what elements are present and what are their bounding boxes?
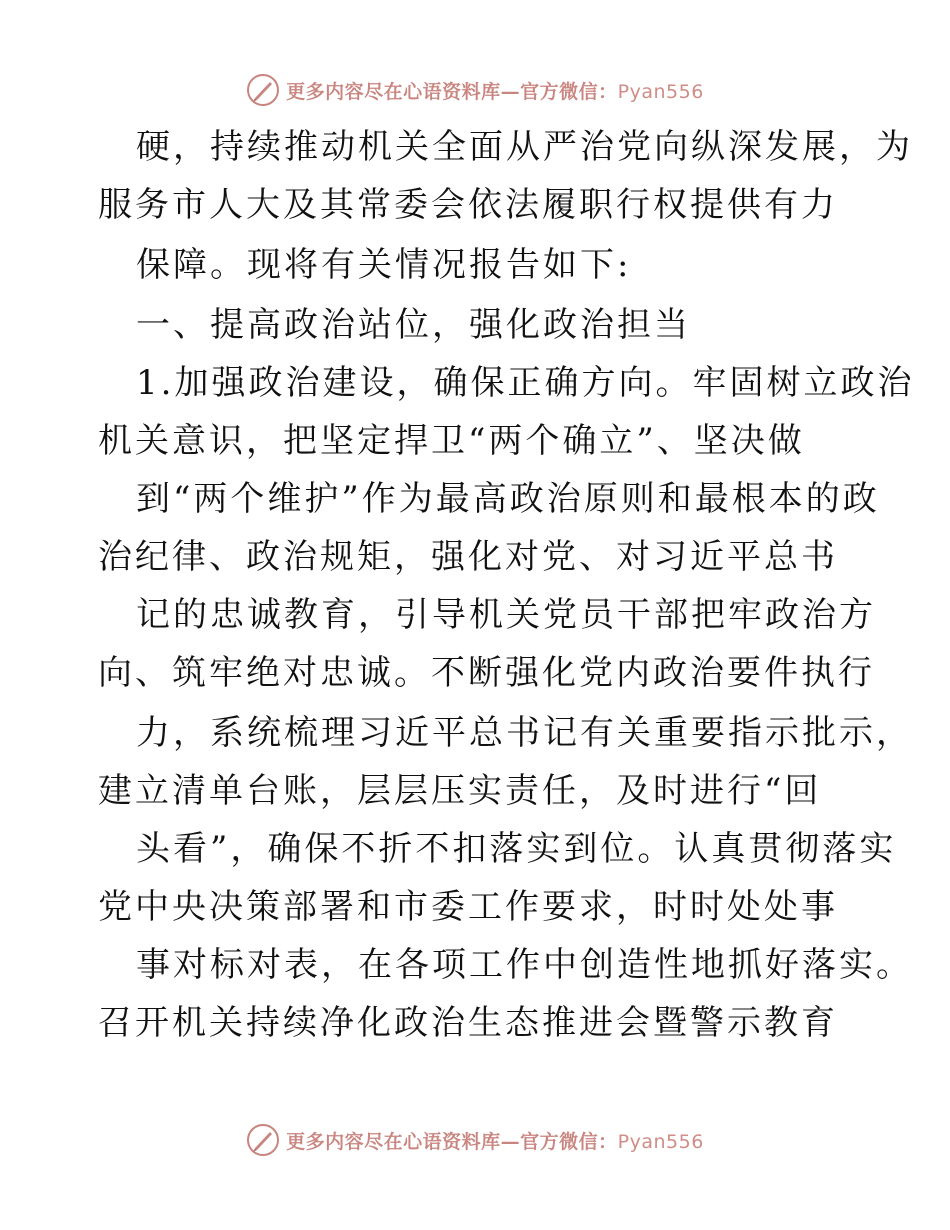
text-line: 头看”，确保不折不扣落实到位。认真贯彻落实 — [136, 829, 897, 869]
watermark-account: Pyan556 — [617, 1130, 704, 1153]
text-line: 向、筑牢绝对忠诚。不断强化党内政治要件执行 — [98, 653, 875, 693]
text-line: 机关意识，把坚定捍卫“两个确立”、坚决做 — [98, 421, 805, 461]
text-line: 建立清单台账，层层压实责任，及时进行“回 — [98, 771, 822, 811]
footer-watermark — [0, 1120, 950, 1160]
text-line: 到“两个维护”作为最高政治原则和最根本的政 — [136, 479, 880, 519]
text-line: 服务市人大及其常委会依法履职行权提供有力 — [98, 185, 838, 225]
section-heading: 一、提高政治站位，强化政治担当 — [136, 305, 691, 345]
text-line: 记的忠诚教育，引导机关党员干部把牢政治方 — [136, 595, 876, 635]
watermark-account: Pyan556 — [617, 80, 704, 103]
text-line: 硬，持续推动机关全面从严治党向纵深发展，为 — [136, 127, 913, 167]
text-line: 保障。现将有关情况报告如下: — [136, 245, 632, 285]
text-line: 1.加强政治建设，确保正确方向。牢固树立政治 — [136, 363, 915, 403]
watermark-text: 更多内容尽在心语资料库—官方微信：Pyan556 — [286, 1130, 704, 1153]
text-line: 力，系统梳理习近平总书记有关重要指示批示， — [136, 713, 913, 753]
text-line: 事对标对表，在各项工作中创造性地抓好落实。 — [136, 945, 913, 985]
watermark-text: 更多内容尽在心语资料库—官方微信：Pyan556 — [286, 80, 704, 103]
text-line: 党中央决策部署和市委工作要求，时时处处事 — [98, 887, 838, 927]
quill-logo-icon — [246, 73, 280, 107]
text-line: 召开机关持续净化政治生态推进会暨警示教育 — [98, 1003, 838, 1043]
quill-logo-icon — [246, 1123, 280, 1157]
text-line: 治纪律、政治规矩，强化对党、对习近平总书 — [98, 537, 838, 577]
header-watermark — [0, 70, 950, 110]
